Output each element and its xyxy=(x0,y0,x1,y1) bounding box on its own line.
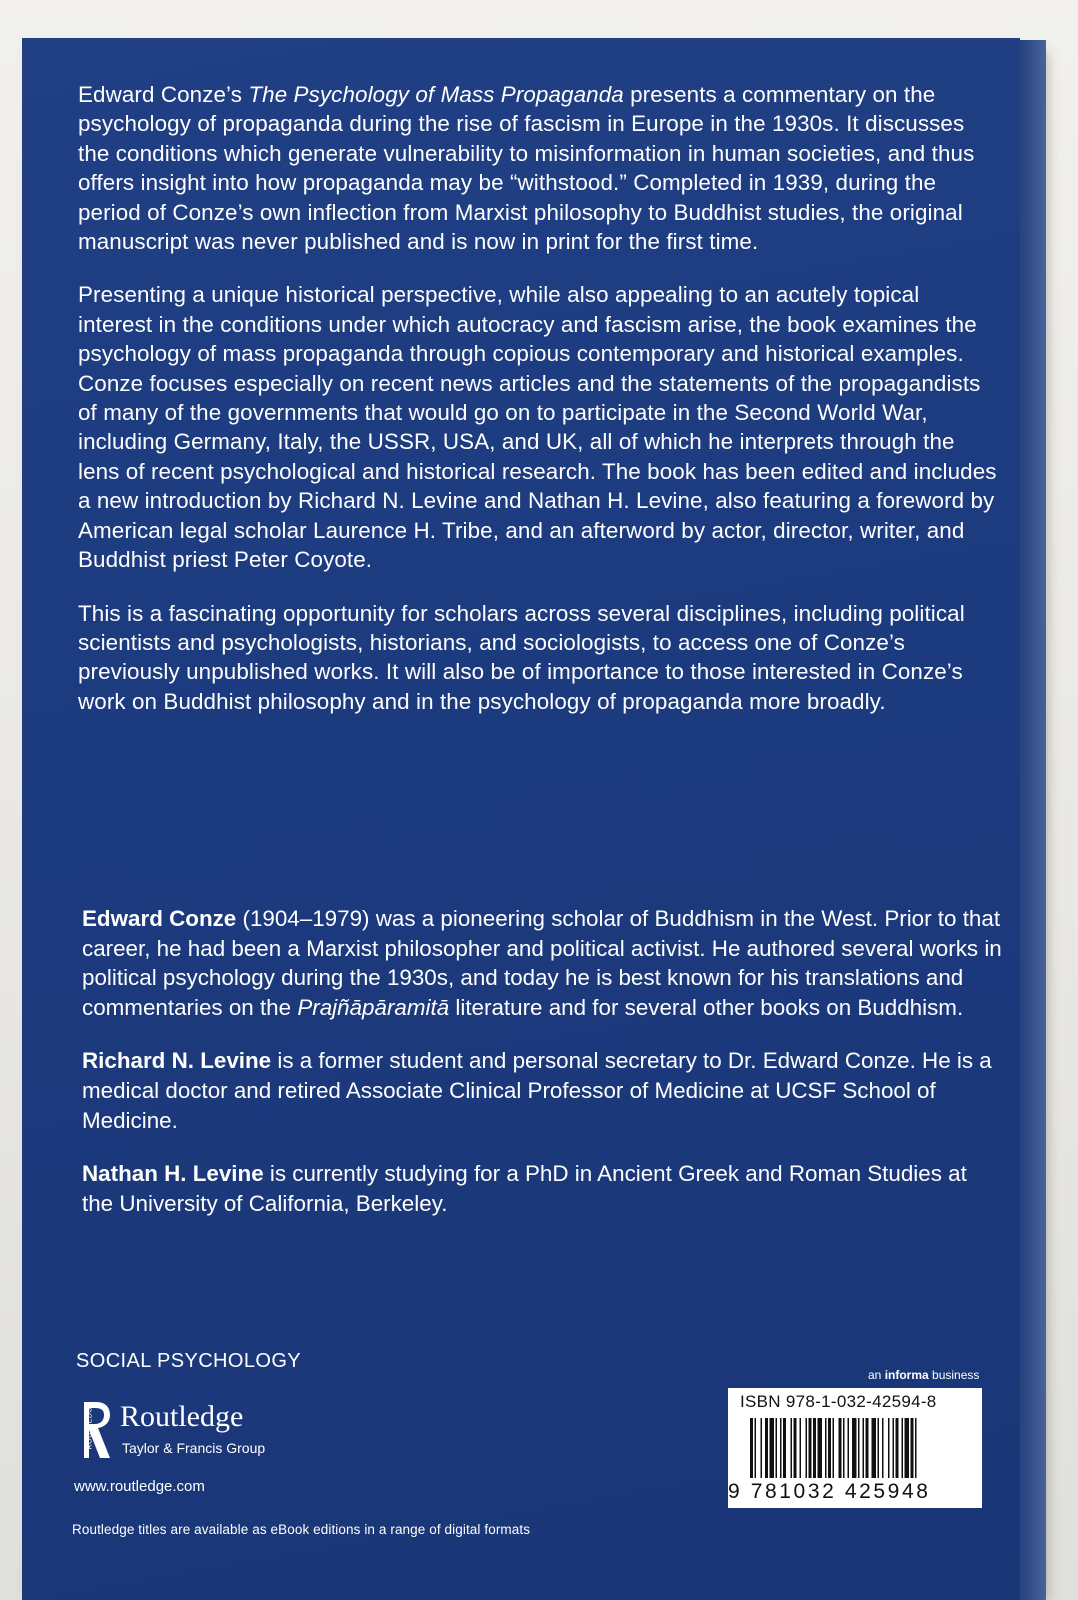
barcode-bar xyxy=(770,1418,775,1478)
barcode-bar xyxy=(858,1418,860,1478)
barcode-bar xyxy=(848,1418,850,1478)
barcode-digits: 9 781032 425948 xyxy=(728,1480,931,1503)
publisher-name: Routledge xyxy=(120,1400,244,1433)
book-title-italic: The Psychology of Mass Propaganda xyxy=(248,82,624,107)
bio-richard-levine xyxy=(82,1046,1002,1135)
publisher-group: Taylor & Francis Group xyxy=(122,1440,266,1456)
barcode-icon xyxy=(750,1418,962,1484)
barcode-bar xyxy=(765,1418,768,1478)
barcode-bar xyxy=(915,1418,917,1478)
barcode-bar xyxy=(828,1418,831,1478)
bio-italic-prajnaparamita: Prajñāpāramitā xyxy=(297,994,450,1020)
informa-prefix: an xyxy=(868,1368,885,1382)
bio-name-conze: Edward Conze xyxy=(82,906,237,931)
book-blurb xyxy=(78,80,998,740)
barcode-bar xyxy=(761,1418,763,1478)
barcode-bar xyxy=(833,1418,835,1478)
book-back-cover xyxy=(22,38,1020,1600)
publisher-website: www.routledge.com xyxy=(74,1478,205,1495)
informa-brand: informa xyxy=(884,1368,929,1382)
blurb-paragraph-2: Presenting a unique historical perspective, while also appealing to an acutely topical interest in the conditions under which autocracy and fascism arise, the book examines the psychology of mass propaganda through copious contemporary and historical examples. Conze focuses especially on recent news articles and the statements of the propagandists of many of the governments that would go on to participate in the Second World War, including Germany, Italy, the USSR, USA, and UK, all of which he interprets through the lens of recent psychological and historical research. The book has been edited and includes a new introduction by Richard N. Levine and Nathan H. Levine, also featuring a foreword by American legal scholar Laurence H. Tribe, and an afterword by actor, director, writer, and Buddhist priest Peter Coyote. xyxy=(78,282,997,573)
barcode-bar xyxy=(813,1418,816,1478)
routledge-vertical-text: ROUTLEDGE xyxy=(86,1401,94,1450)
bio-text-nathan: is currently studying for a PhD in Ancient Greek and Roman Studies at the University of California, Berkeley. xyxy=(82,1161,967,1216)
barcode-bar xyxy=(783,1418,786,1478)
barcode-bar xyxy=(905,1418,910,1478)
barcode-bar xyxy=(896,1418,899,1478)
subject-category: SOCIAL PSYCHOLOGY xyxy=(76,1350,302,1372)
barcode-bar xyxy=(794,1418,797,1478)
barcode-bar xyxy=(809,1418,812,1478)
barcode-bar xyxy=(863,1418,865,1478)
informa-suffix: business xyxy=(928,1368,980,1382)
barcode-bar xyxy=(902,1418,904,1478)
barcode-bar xyxy=(839,1418,842,1478)
barcode-bar xyxy=(825,1418,827,1478)
blurb-paragraph-1 xyxy=(78,80,998,256)
isbn-barcode-box xyxy=(728,1388,982,1508)
bio-edward-conze xyxy=(82,904,1002,1022)
blurb-paragraph-3: This is a fascinating opportunity for scholars across several disciplines, including political scientists and psychologists, historians, and sociologists, to access one of Conze’s previously unpublished works. It will also be of importance to those interested in Conze’s work on Buddhist philosophy and in the psychology of propaganda more broadly. xyxy=(78,600,965,714)
barcode-bar xyxy=(872,1418,877,1478)
ebook-availability-note: Routledge titles are available as eBook editions in a range of digital formats xyxy=(72,1522,531,1537)
barcode-bar xyxy=(882,1418,884,1478)
author-bios xyxy=(82,904,1002,1242)
barcode-bar xyxy=(818,1418,823,1478)
barcode-bar xyxy=(866,1418,869,1478)
bio-name-richard: Richard N. Levine xyxy=(82,1048,272,1074)
barcode-bar xyxy=(776,1418,778,1478)
isbn-number: ISBN 978-1-032-42594-8 xyxy=(740,1392,937,1411)
barcode-bar xyxy=(750,1418,753,1478)
bio-text-conze-1: (1904–1979) was a pioneering scholar of Buddhism in the West. Prior to that career, he had been a Marxist philosopher and political activist. He authored several works in political psychology during the 1930s, and today he is best known for his translations and commentaries on the xyxy=(82,906,1002,1020)
barcode-bar xyxy=(878,1418,880,1478)
barcode-bar xyxy=(843,1418,845,1478)
barcode-bar xyxy=(852,1418,857,1478)
barcode-bar xyxy=(791,1418,793,1478)
barcode-bar xyxy=(780,1418,782,1478)
informa-business-tag xyxy=(868,1368,979,1382)
barcode-bar xyxy=(806,1418,808,1478)
barcode-bar xyxy=(911,1418,914,1478)
bio-name-nathan: Nathan H. Levine xyxy=(82,1161,264,1187)
barcode-bar xyxy=(755,1418,757,1478)
barcode-bar xyxy=(800,1418,802,1478)
bio-nathan-levine xyxy=(82,1159,1002,1218)
barcode-bar xyxy=(893,1418,895,1478)
blurb-p1-lead: Edward Conze’s xyxy=(78,82,249,107)
routledge-logo xyxy=(72,1400,332,1470)
bio-text-conze-2: literature and for several other books on Buddhism. xyxy=(449,994,964,1020)
barcode-bar xyxy=(888,1418,890,1478)
bio-text-richard: is a former student and personal secretary to Dr. Edward Conze. He is a medical doctor and retired Associate Clinical Professor of Medicine at UCSF School of Medicine. xyxy=(82,1048,992,1133)
blurb-p1-body: presents a commentary on the psychology of propaganda during the rise of fascism in Europe in the 1930s. It discusses the conditions which generate vulnerability to misinformation in human societies, and thus offers insight into how propaganda may be “withstood.” Completed in 1939, during the period of Conze’s own inflection from Marxist philosophy to Buddhist studies, the original manuscript was never published and is now in print for the first time. xyxy=(78,82,975,255)
